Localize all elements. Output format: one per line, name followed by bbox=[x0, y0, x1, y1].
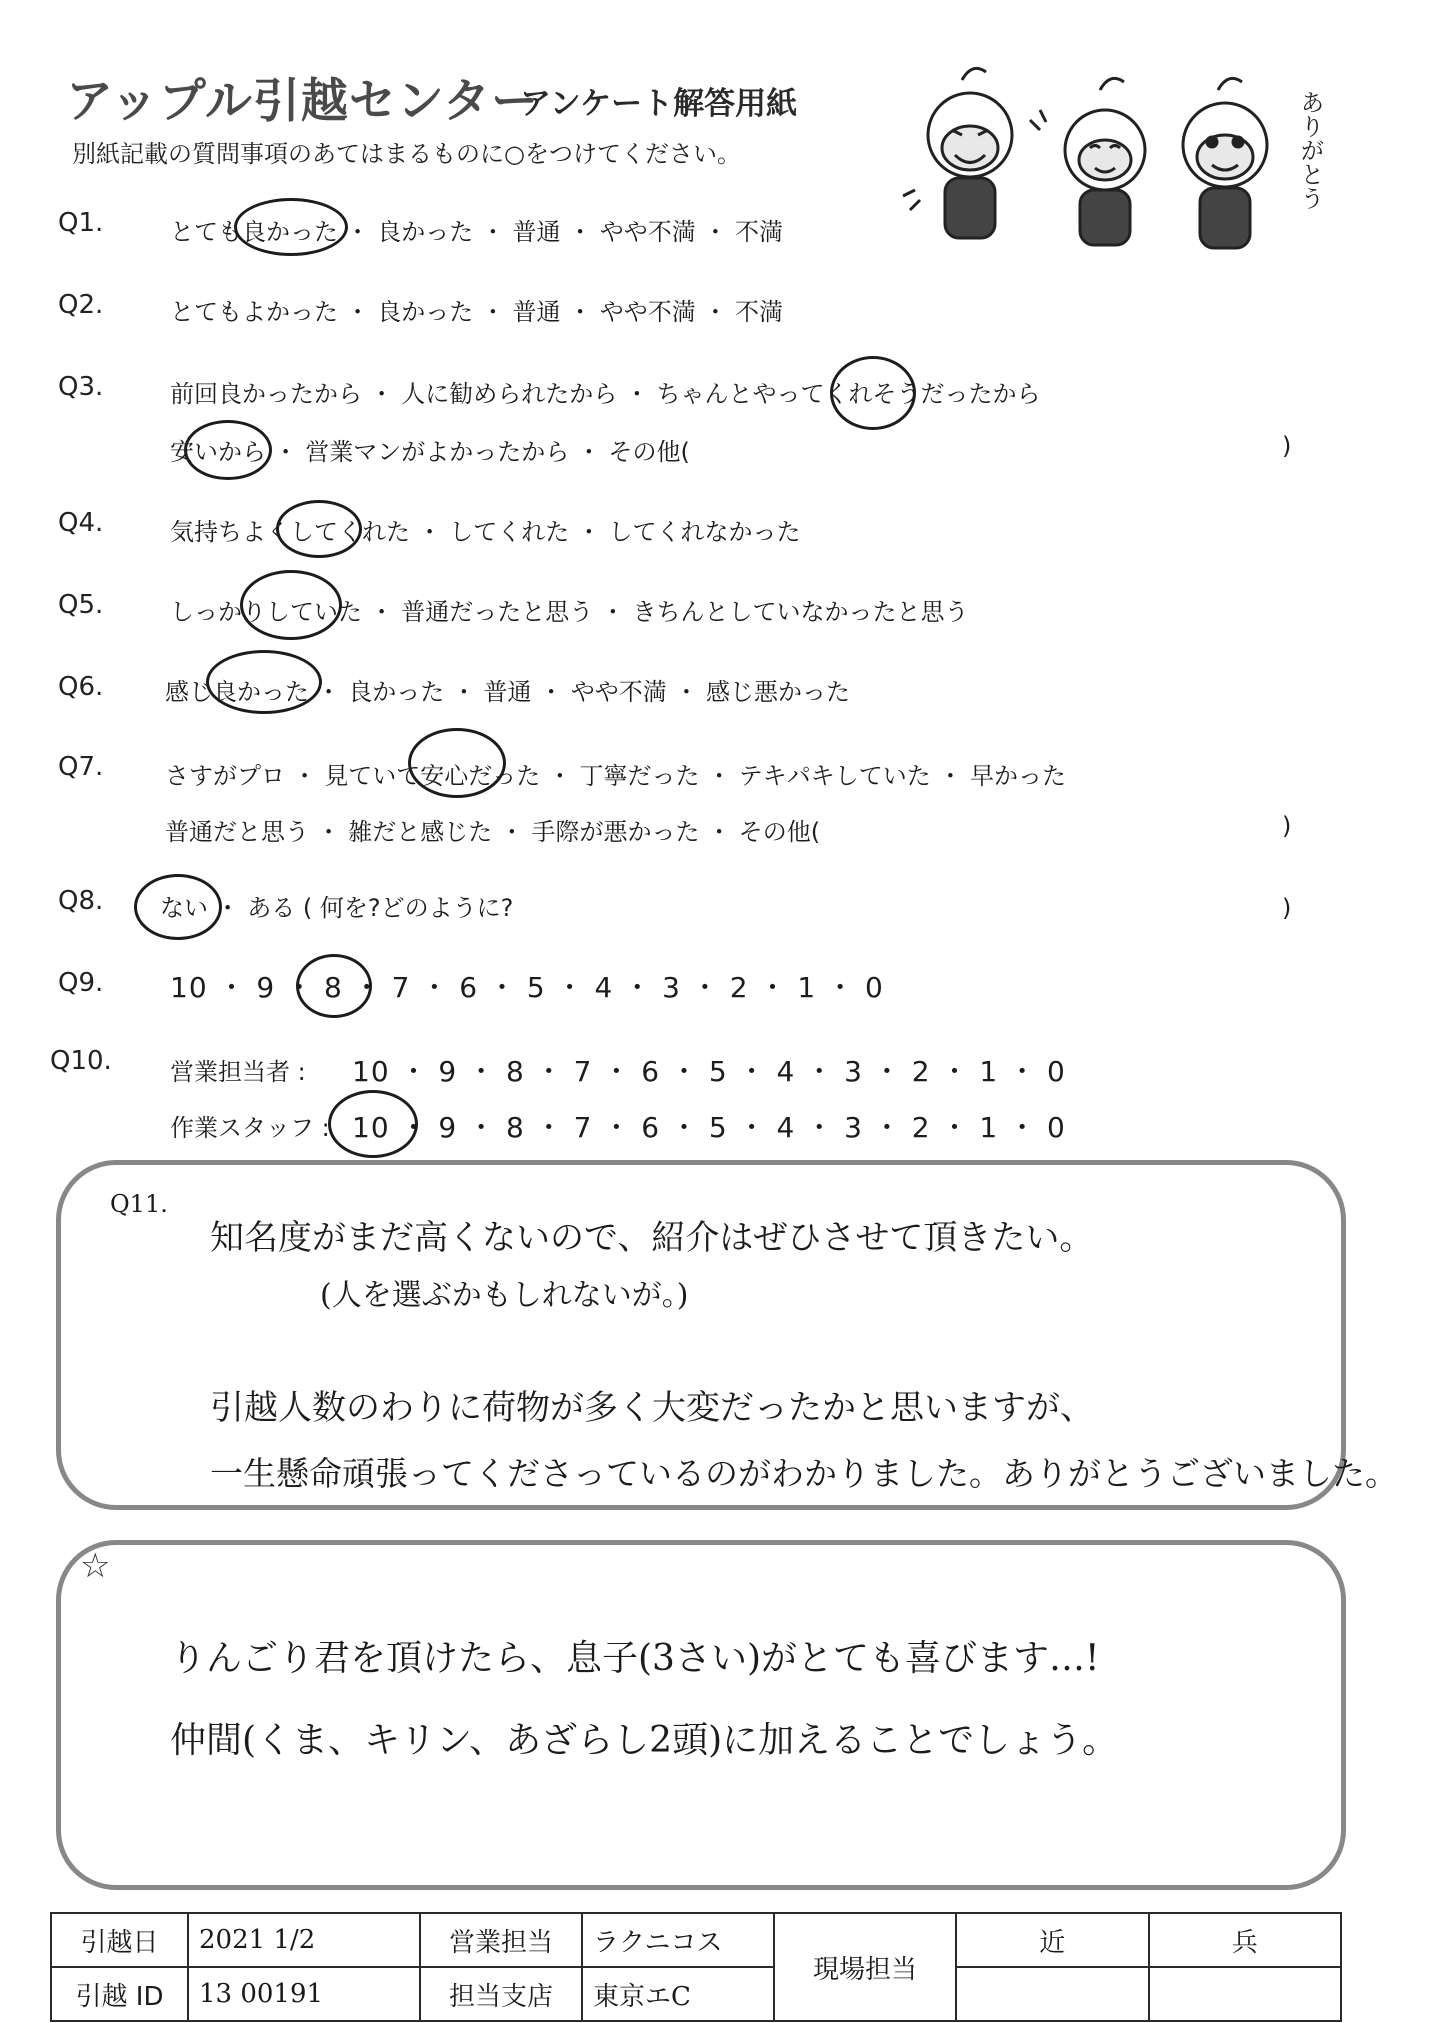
star-handwriting-line1: りんごり君を頂けたら、息子(3さい)がとても喜びます…! bbox=[170, 1638, 1100, 1679]
paren-close-q3: ) bbox=[1282, 432, 1292, 460]
q10-staff-label: 作業スタッフ : bbox=[170, 1114, 330, 1142]
answer-circle-q1 bbox=[234, 198, 348, 256]
question-options-q7-line1: さすがプロ ・ 見ていて安心だった ・ 丁寧だった ・ テキパキしていた ・ 早かった bbox=[165, 762, 1067, 790]
q11-handwriting-line4: 一生懸命頑張ってくださっているのがわかりました。ありがとうございました。 bbox=[210, 1454, 1398, 1493]
site-staff-value-2: 兵 bbox=[1149, 1913, 1342, 1967]
question-options-q2: とてもよかった ・ 良かった ・ 普通 ・ やや不満 ・ 不満 bbox=[170, 298, 784, 326]
move-id-label: 引越 ID bbox=[51, 1967, 188, 2021]
q10-sales-scale: 10 ・ 9 ・ 8 ・ 7 ・ 6 ・ 5 ・ 4 ・ 3 ・ 2 ・ 1 ・ 0 bbox=[352, 1055, 1066, 1088]
move-date-value: 2021 1/2 bbox=[188, 1913, 420, 1967]
footer-info-table bbox=[50, 1912, 1342, 2022]
q11-handwriting-line1: 知名度がまだ高くないので、紹介はぜひさせて頂きたい。 bbox=[210, 1218, 1094, 1258]
q11-handwriting-line3: 引越人数のわりに荷物が多く大変だったかと思いますが、 bbox=[210, 1388, 1094, 1428]
form-subtitle: アンケート解答用紙 bbox=[520, 86, 798, 122]
form-instruction: 別紙記載の質問事項のあてはまるものに○をつけてください。 bbox=[72, 140, 741, 168]
question-options-q6: 感じ良かった ・ 良かった ・ 普通 ・ やや不満 ・ 感じ悪かった bbox=[165, 678, 851, 706]
q11-handwriting-line2: (人を選ぶかもしれないが。) bbox=[320, 1278, 689, 1313]
question-label-q5: Q5. bbox=[58, 590, 104, 620]
answer-circle-q7 bbox=[408, 728, 506, 798]
question-label-q8: Q8. bbox=[58, 886, 104, 916]
q10-sales-label: 営業担当者 : bbox=[170, 1058, 306, 1086]
answer-circle-q8 bbox=[134, 874, 222, 940]
mascot-monkey-3 bbox=[1183, 78, 1267, 248]
answer-circle-q4 bbox=[276, 500, 362, 558]
answer-circle-q5 bbox=[240, 570, 342, 640]
brand-title: アップル引越センター bbox=[66, 74, 539, 129]
mascot-monkey-2 bbox=[1030, 78, 1145, 245]
mascot-thanks-text: ありがとう bbox=[1296, 90, 1324, 210]
sales-rep-label: 営業担当 bbox=[420, 1913, 582, 1967]
site-staff-empty-2 bbox=[1149, 1967, 1342, 2021]
question-options-q3-line2: 安いから ・ 営業マンがよかったから ・ その他( bbox=[170, 438, 690, 466]
question-options-q5: しっかりしていた ・ 普通だったと思う ・ きちんとしていなかったと思う bbox=[170, 598, 969, 626]
answer-circle-q10 bbox=[328, 1090, 418, 1158]
question-scale-q9: 10 ・ 9 ・ 8 ・ 7 ・ 6 ・ 5 ・ 4 ・ 3 ・ 2 ・ 1 ・ 0 bbox=[170, 971, 884, 1004]
question-options-q3-line1: 前回良かったから ・ 人に勧められたから ・ ちゃんとやってくれそうだったから bbox=[170, 380, 1041, 408]
site-staff-value-1: 近 bbox=[956, 1913, 1149, 1967]
question-label-q4: Q4. bbox=[58, 508, 104, 538]
star-icon: ☆ bbox=[80, 1546, 111, 1586]
q11-label: Q11. bbox=[110, 1190, 168, 1218]
branch-value: 東京エC bbox=[582, 1967, 774, 2021]
question-label-q6: Q6. bbox=[58, 672, 104, 702]
answer-circle-q3b bbox=[184, 420, 272, 480]
q10-staff-scale: 10 ・ 9 ・ 8 ・ 7 ・ 6 ・ 5 ・ 4 ・ 3 ・ 2 ・ 1 ・ 0 bbox=[352, 1111, 1066, 1144]
question-label-q9: Q9. bbox=[58, 968, 104, 998]
site-staff-empty-1 bbox=[956, 1967, 1149, 2021]
mascot-monkey-1 bbox=[903, 68, 1012, 238]
branch-label: 担当支店 bbox=[420, 1967, 582, 2021]
question-options-q1: とても良かった ・ 良かった ・ 普通 ・ やや不満 ・ 不満 bbox=[170, 218, 784, 246]
question-options-q8: ない ・ ある ( 何を?どのように? bbox=[160, 894, 514, 922]
site-staff-label: 現場担当 bbox=[774, 1913, 956, 2021]
question-label-q10: Q10. bbox=[50, 1046, 112, 1076]
move-date-label: 引越日 bbox=[51, 1913, 188, 1967]
question-label-q3: Q3. bbox=[58, 372, 104, 402]
answer-circle-q6 bbox=[206, 650, 322, 714]
question-options-q4: 気持ちよくしてくれた ・ してくれた ・ してくれなかった bbox=[170, 518, 801, 546]
star-handwriting-line2: 仲間(くま、キリン、あざらし2頭)に加えることでしょう。 bbox=[170, 1720, 1119, 1761]
answer-circle-q9 bbox=[296, 954, 372, 1018]
question-options-q7-line2: 普通だと思う ・ 雑だと感じた ・ 手際が悪かった ・ その他( bbox=[165, 818, 821, 846]
paren-close-q7: ) bbox=[1282, 812, 1292, 840]
question-label-q2: Q2. bbox=[58, 290, 104, 320]
sales-rep-value: ラクニコス bbox=[582, 1913, 774, 1967]
move-id-value: 13 00191 bbox=[188, 1967, 420, 2021]
answer-circle-q3a bbox=[830, 356, 916, 430]
question-label-q1: Q1. bbox=[58, 208, 104, 238]
mascot-illustration bbox=[900, 60, 1340, 270]
question-label-q7: Q7. bbox=[58, 752, 104, 782]
paren-close-q8: ) bbox=[1282, 894, 1292, 922]
